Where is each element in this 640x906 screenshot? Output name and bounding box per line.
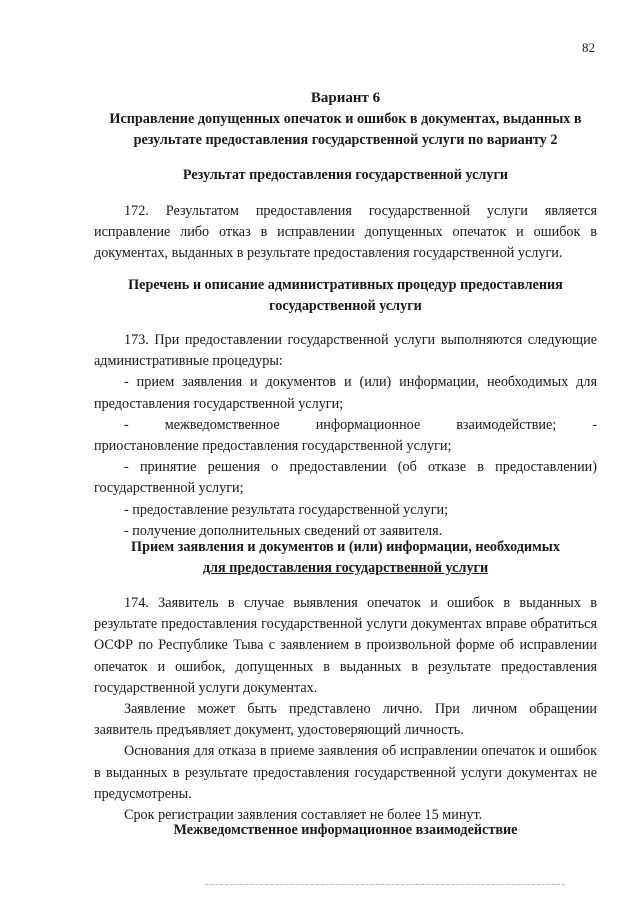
procedure-item-2-part: взаимодействие; bbox=[456, 416, 557, 433]
procedure-item-3: - принятие решения о предоставлении (об отказе в предоставлении) государственной услуги; bbox=[94, 459, 597, 497]
section-heading-reception-line1: Прием заявления и документов и (или) информации, необходимых bbox=[131, 539, 560, 555]
procedure-item-2-part: - bbox=[124, 416, 129, 433]
paragraph-172 bbox=[94, 201, 597, 265]
procedure-item-5: - получение дополнительных сведений от заявителя. bbox=[124, 522, 443, 539]
procedure-item-2 bbox=[94, 415, 597, 436]
paragraph-174 bbox=[94, 593, 597, 826]
section-heading-interagency: Межведомственное информационное взаимодействие bbox=[173, 822, 518, 838]
section-heading-procedures: Перечень и описание административных процедур предоставления государственной услуги bbox=[128, 277, 563, 314]
paragraph-173-intro: 173. При предоставлении государственной услуги выполняются следующие административные процедуры: bbox=[94, 332, 597, 370]
main-title: Исправление допущенных опечаток и ошибок в документах, выданных в результате предоставления государственной услуги по варианту 2 bbox=[109, 111, 582, 148]
paragraph-174-text: 174. Заявитель в случае выявления опечаток и ошибок в выданных в результате предоставления государственной услуги документах вправе обратиться ОСФР по Республике Тыва с заявлением в произвольной форме об исправлении опечаток и ошибок, допущенных в выданных в результате предоставления государственной услуги документах. bbox=[94, 595, 597, 696]
section-heading-reception-line2: для предоставления государственной услуги bbox=[202, 560, 489, 576]
page-number: 82 bbox=[582, 40, 595, 55]
procedure-item-2-continuation: приостановление предоставления государственной услуги; bbox=[94, 438, 452, 455]
paragraph-172-text: 172. Результатом предоставления государственной услуги является исправление либо отказ в исправлении допущенных опечаток и ошибок в документах, выданных в результате предоставления государственной услуги. bbox=[94, 203, 597, 262]
procedure-item-2-part: информационное bbox=[315, 416, 421, 433]
procedure-item-1: - прием заявления и документов и (или) информации, необходимых для предоставления государственной услуги; bbox=[94, 374, 597, 412]
paragraph-registration-term: Срок регистрации заявления составляет не более 15 минут. bbox=[124, 807, 483, 824]
paragraph-173 bbox=[94, 330, 597, 542]
section-heading-reception bbox=[94, 537, 597, 579]
scan-footer-divider bbox=[205, 884, 565, 886]
procedure-item-2-part: - bbox=[592, 416, 597, 433]
paragraph-personal-submission: Заявление может быть представлено лично. При личном обращении заявитель предъявляет документ, удостоверяющий личность. bbox=[94, 701, 597, 739]
variant-title: Вариант 6 bbox=[310, 90, 381, 106]
paragraph-refusal-grounds: Основания для отказа в приеме заявления об исправлении опечаток и ошибок в выданных в результате предоставления государственной услуги документах не предусмотрены. bbox=[94, 743, 597, 802]
procedure-item-2-part: межведомственное bbox=[164, 416, 280, 433]
procedure-item-4: - предоставление результата государственной услуги; bbox=[124, 501, 449, 518]
section-heading-result: Результат предоставления государственной услуги bbox=[182, 167, 509, 183]
